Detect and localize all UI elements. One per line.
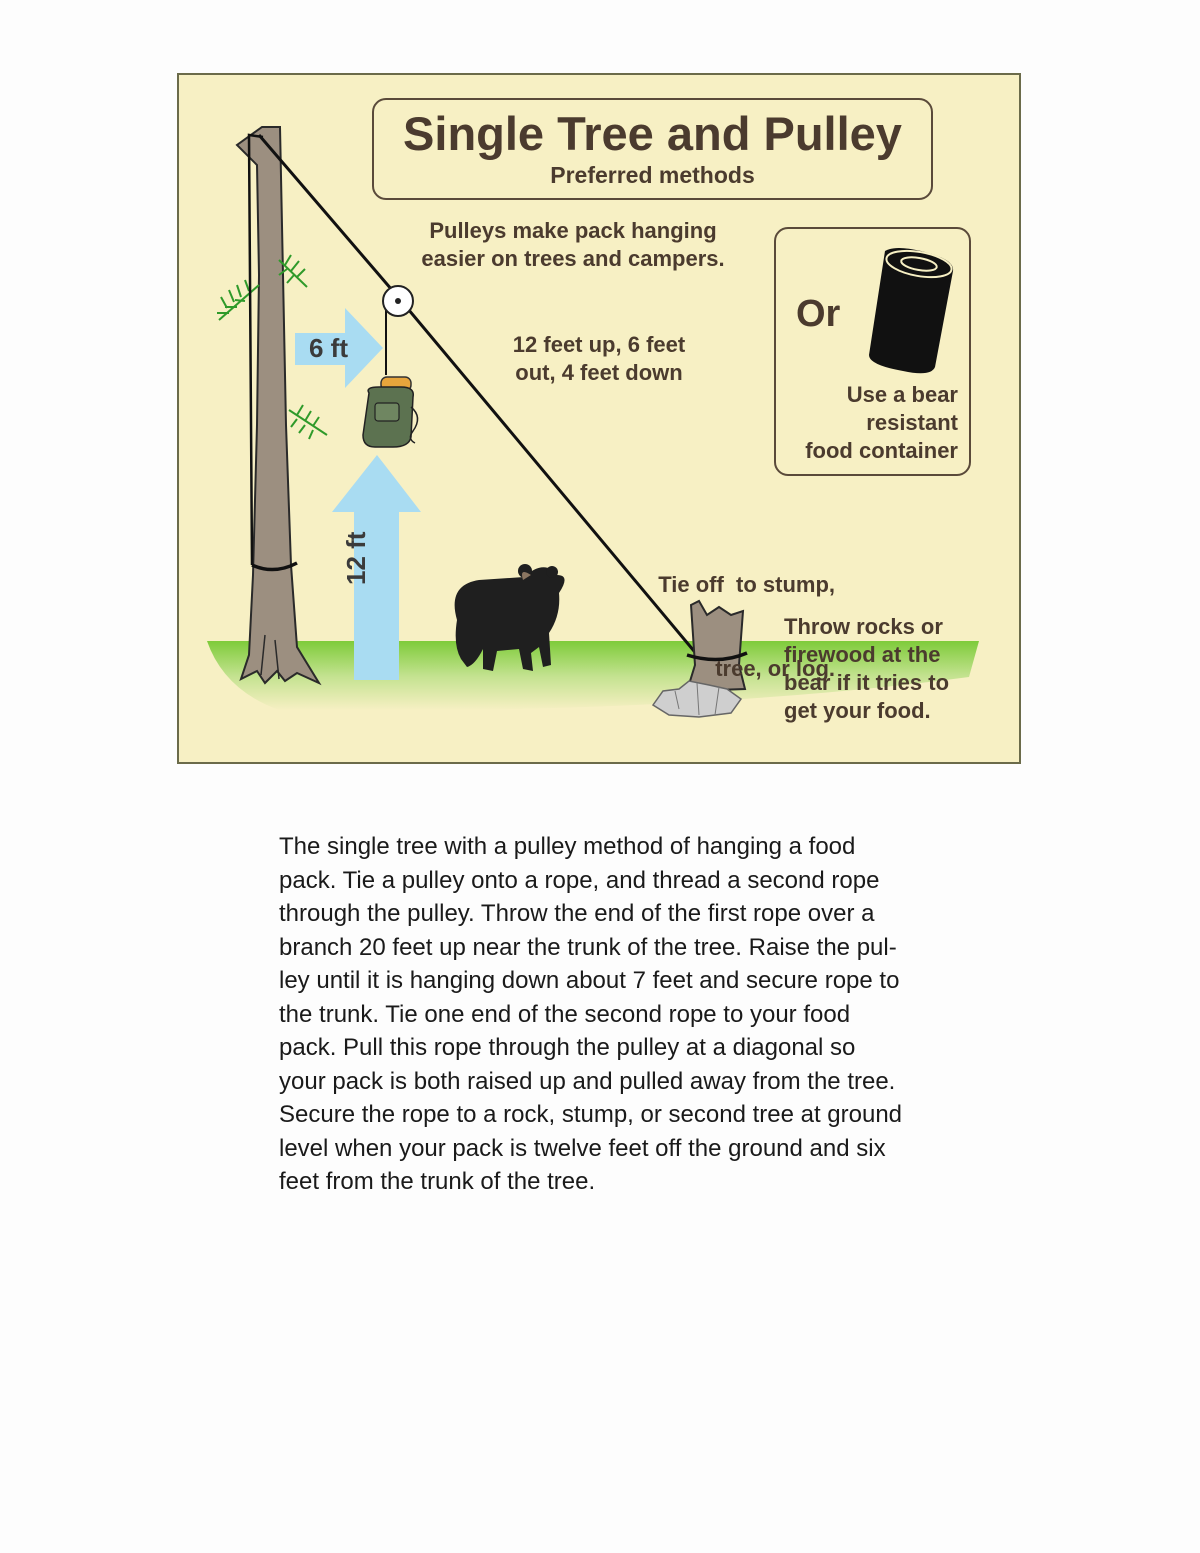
caption-line: The single tree with a pulley method of hanging a food <box>279 833 856 860</box>
illustration-title: Single Tree and Pulley <box>403 107 902 160</box>
distance-note: 12 feet up, 6 feet out, 4 feet down <box>512 332 686 385</box>
backpack <box>363 377 418 447</box>
tie-off-note: Tie off to stump, tree, or log. <box>658 572 835 681</box>
throw-rocks-note: Throw rocks or firewood at the bear if it tries to get your food. <box>784 614 950 723</box>
caption-line: through the pulley. Throw the end of the first rope over a <box>279 900 875 927</box>
container-box <box>774 227 971 476</box>
caption-line: Secure the rope to a rock, stump, or second tree at ground <box>279 1101 903 1128</box>
title-box <box>372 98 933 200</box>
caption-line: pack. Pull this rope through the pulley at a diagonal so <box>279 1034 856 1061</box>
caption-line: ley until it is hanging down about 7 feet and secure rope to <box>279 967 900 994</box>
horizontal-arrow-label: 6 ft <box>309 333 348 363</box>
caption-line: your pack is both raised up and pulled away from the tree. <box>279 1067 896 1095</box>
caption-line: branch 20 feet up near the trunk of the tree. Raise the pul- <box>279 933 897 961</box>
caption-paragraph <box>279 830 959 1199</box>
illustration-subtitle: Preferred methods <box>550 162 755 188</box>
caption-line: the trunk. Tie one end of the second rope to your food <box>279 1000 851 1028</box>
caption-line: level when your pack is twelve feet off the ground and six <box>279 1134 886 1162</box>
pulley-note: Pulleys make pack hanging easier on trees and campers. <box>421 218 725 271</box>
caption-line: pack. Tie a pulley onto a rope, and thread a second rope <box>279 866 880 894</box>
illustration-panel <box>177 73 1021 764</box>
container-note: Use a bear resistant food container <box>805 382 958 463</box>
vertical-arrow-label: 12 ft <box>341 531 371 585</box>
or-label: Or <box>796 293 841 335</box>
caption-line: feet from the trunk of the tree. <box>279 1168 596 1195</box>
